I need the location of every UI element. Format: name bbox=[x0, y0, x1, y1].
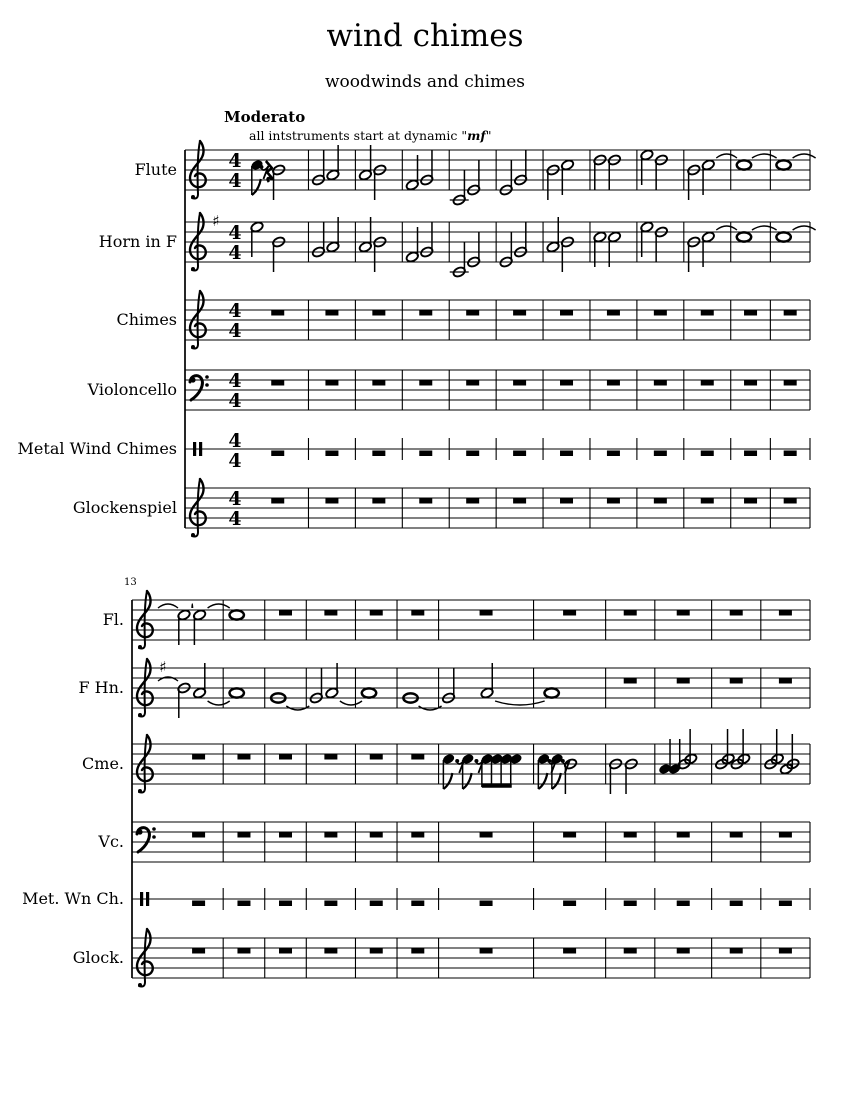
eighth-rest bbox=[259, 165, 263, 169]
whole-measure-rest bbox=[730, 678, 743, 684]
score-title: wind chimes bbox=[326, 18, 524, 54]
tie bbox=[158, 604, 178, 608]
tie bbox=[752, 154, 777, 158]
whole-measure-rest bbox=[779, 832, 792, 838]
direction-prefix: all intstruments start at dynamic " bbox=[249, 128, 468, 143]
whole-measure-rest bbox=[411, 610, 424, 616]
whole-measure-rest bbox=[607, 310, 620, 316]
tie bbox=[716, 226, 737, 230]
whole-measure-rest bbox=[701, 310, 714, 316]
whole-measure-rest bbox=[607, 380, 620, 386]
whole-measure-rest bbox=[411, 948, 424, 954]
whole-measure-rest bbox=[654, 451, 667, 457]
system-2 bbox=[22, 591, 810, 987]
staff-vc- bbox=[97, 822, 810, 862]
whole-measure-rest bbox=[701, 451, 714, 457]
whole-measure-rest bbox=[324, 610, 337, 616]
whole-measure-rest bbox=[677, 832, 690, 838]
whole-measure-rest bbox=[677, 678, 690, 684]
whole-note-head bbox=[362, 688, 376, 697]
whole-measure-rest bbox=[370, 610, 383, 616]
whole-measure-rest bbox=[419, 498, 432, 504]
whole-measure-rest bbox=[237, 948, 250, 954]
whole-measure-rest bbox=[677, 610, 690, 616]
staff-label: Cme. bbox=[82, 754, 124, 773]
whole-measure-rest bbox=[419, 310, 432, 316]
whole-measure-rest bbox=[607, 451, 620, 457]
whole-measure-rest bbox=[271, 310, 284, 316]
whole-measure-rest bbox=[279, 754, 292, 760]
whole-measure-rest bbox=[192, 832, 205, 838]
whole-measure-rest bbox=[513, 380, 526, 386]
whole-measure-rest bbox=[730, 948, 743, 954]
whole-measure-rest bbox=[779, 678, 792, 684]
whole-note-head bbox=[776, 232, 790, 241]
time-signature-4: 4 bbox=[228, 370, 242, 392]
whole-measure-rest bbox=[480, 610, 493, 616]
whole-measure-rest bbox=[607, 498, 620, 504]
whole-measure-rest bbox=[784, 310, 797, 316]
whole-measure-rest bbox=[701, 498, 714, 504]
whole-measure-rest bbox=[419, 451, 432, 457]
whole-measure-rest bbox=[411, 901, 424, 907]
eighth-flag bbox=[463, 773, 472, 789]
staff-chimes bbox=[116, 291, 810, 349]
time-signature-4: 4 bbox=[228, 450, 242, 472]
whole-note-head bbox=[776, 160, 790, 169]
whole-measure-rest bbox=[466, 380, 479, 386]
staff-fl- bbox=[103, 591, 810, 649]
whole-measure-rest bbox=[560, 310, 573, 316]
treble-clef-icon bbox=[138, 645, 142, 649]
whole-measure-rest bbox=[730, 901, 743, 907]
quarter-rest bbox=[266, 161, 273, 182]
bass-clef-icon bbox=[190, 377, 195, 382]
treble-clef-icon bbox=[191, 533, 195, 537]
whole-measure-rest bbox=[271, 451, 284, 457]
eighth-flag bbox=[252, 179, 261, 195]
tie bbox=[716, 154, 737, 158]
tie bbox=[495, 701, 545, 705]
staff-met-wn-ch- bbox=[22, 888, 810, 910]
dynamic-mf: mf bbox=[467, 128, 486, 143]
whole-measure-rest bbox=[677, 948, 690, 954]
whole-measure-rest bbox=[744, 310, 757, 316]
whole-measure-rest bbox=[563, 948, 576, 954]
whole-measure-rest bbox=[324, 948, 337, 954]
whole-measure-rest bbox=[563, 610, 576, 616]
whole-measure-rest bbox=[372, 451, 385, 457]
whole-measure-rest bbox=[730, 610, 743, 616]
time-signature-4: 4 bbox=[228, 508, 242, 530]
time-signature-4: 4 bbox=[228, 150, 242, 172]
whole-measure-rest bbox=[624, 678, 637, 684]
time-signature-4: 4 bbox=[228, 320, 242, 342]
treble-clef-icon bbox=[138, 983, 142, 987]
tempo-marking: Moderato bbox=[224, 108, 306, 126]
whole-measure-rest bbox=[325, 310, 338, 316]
whole-measure-rest bbox=[701, 380, 714, 386]
tie bbox=[340, 701, 362, 705]
whole-measure-rest bbox=[279, 610, 292, 616]
whole-measure-rest bbox=[560, 498, 573, 504]
whole-measure-rest bbox=[744, 451, 757, 457]
whole-measure-rest bbox=[480, 901, 493, 907]
key-signature-sharp: ♯ bbox=[212, 212, 220, 230]
treble-clef-icon bbox=[191, 345, 195, 349]
staff-f-hn- bbox=[78, 658, 810, 718]
staff-label: Met. Wn Ch. bbox=[22, 889, 124, 908]
staff-label: Flute bbox=[134, 160, 177, 179]
whole-measure-rest bbox=[466, 451, 479, 457]
eighth-rest bbox=[474, 759, 478, 763]
whole-measure-rest bbox=[624, 948, 637, 954]
whole-measure-rest bbox=[325, 498, 338, 504]
staff-horn-in-f bbox=[99, 212, 816, 278]
whole-measure-rest bbox=[237, 754, 250, 760]
system-1 bbox=[18, 141, 816, 537]
time-signature-4: 4 bbox=[228, 488, 242, 510]
whole-measure-rest bbox=[480, 832, 493, 838]
whole-measure-rest bbox=[677, 901, 690, 907]
staff-label: Vc. bbox=[98, 832, 124, 851]
staff-glock- bbox=[73, 929, 810, 987]
percussion-clef-icon bbox=[193, 442, 196, 456]
whole-measure-rest bbox=[513, 451, 526, 457]
whole-measure-rest bbox=[372, 380, 385, 386]
whole-measure-rest bbox=[370, 948, 383, 954]
whole-measure-rest bbox=[624, 832, 637, 838]
whole-measure-rest bbox=[784, 498, 797, 504]
eighth-flag bbox=[538, 773, 547, 789]
bass-clef-icon bbox=[205, 383, 209, 387]
staff-label: Fl. bbox=[102, 610, 124, 629]
time-signature-4: 4 bbox=[228, 170, 242, 192]
whole-measure-rest bbox=[279, 948, 292, 954]
whole-measure-rest bbox=[784, 380, 797, 386]
whole-measure-rest bbox=[730, 832, 743, 838]
tie bbox=[793, 154, 816, 158]
measure-number-13: 13 bbox=[124, 577, 137, 588]
key-signature-sharp: ♯ bbox=[159, 658, 167, 676]
whole-measure-rest bbox=[779, 948, 792, 954]
eighth-flag bbox=[552, 773, 561, 789]
whole-measure-rest bbox=[271, 498, 284, 504]
staff-flute bbox=[135, 141, 816, 206]
whole-measure-rest bbox=[563, 901, 576, 907]
whole-measure-rest bbox=[192, 901, 205, 907]
tie bbox=[192, 604, 193, 608]
bass-clef-icon bbox=[152, 835, 156, 839]
whole-measure-rest bbox=[513, 498, 526, 504]
whole-note-head bbox=[230, 610, 244, 619]
bass-clef-icon bbox=[137, 829, 142, 834]
whole-measure-rest bbox=[370, 754, 383, 760]
whole-measure-rest bbox=[784, 451, 797, 457]
direction-suffix: " bbox=[485, 128, 492, 143]
whole-measure-rest bbox=[237, 901, 250, 907]
whole-note-head bbox=[737, 160, 751, 169]
eighth-rest bbox=[547, 759, 551, 763]
time-signature-4: 4 bbox=[228, 390, 242, 412]
whole-measure-rest bbox=[480, 948, 493, 954]
whole-measure-rest bbox=[192, 754, 205, 760]
treble-clef-icon bbox=[191, 267, 195, 271]
percussion-clef-icon bbox=[140, 892, 143, 906]
staff-label: Glockenspiel bbox=[72, 498, 177, 517]
whole-measure-rest bbox=[271, 380, 284, 386]
staff-label: Glock. bbox=[72, 948, 124, 967]
whole-measure-rest bbox=[325, 380, 338, 386]
whole-measure-rest bbox=[624, 901, 637, 907]
treble-clef-icon bbox=[191, 195, 195, 199]
whole-measure-rest bbox=[192, 948, 205, 954]
whole-measure-rest bbox=[466, 310, 479, 316]
tie bbox=[208, 604, 230, 608]
percussion-clef-icon bbox=[146, 892, 149, 906]
whole-measure-rest bbox=[654, 310, 667, 316]
whole-measure-rest bbox=[372, 498, 385, 504]
staff-label: Violoncello bbox=[87, 380, 177, 399]
time-signature-4: 4 bbox=[228, 222, 242, 244]
whole-note-head bbox=[544, 688, 558, 697]
whole-measure-rest bbox=[563, 832, 576, 838]
treble-clef-icon bbox=[138, 789, 142, 793]
bass-clef-icon bbox=[152, 827, 156, 831]
treble-clef-icon bbox=[138, 713, 142, 717]
staff-label: F Hn. bbox=[78, 678, 124, 697]
eighth-rest bbox=[561, 759, 565, 763]
whole-measure-rest bbox=[419, 380, 432, 386]
tie bbox=[793, 226, 816, 230]
staff-cme- bbox=[82, 729, 810, 794]
tie bbox=[208, 701, 230, 705]
staff-label: Chimes bbox=[116, 310, 177, 329]
whole-measure-rest bbox=[654, 380, 667, 386]
eighth-flag bbox=[443, 773, 452, 789]
time-signature-4: 4 bbox=[228, 300, 242, 322]
whole-measure-rest bbox=[654, 498, 667, 504]
whole-measure-rest bbox=[279, 832, 292, 838]
whole-measure-rest bbox=[513, 310, 526, 316]
whole-measure-rest bbox=[744, 380, 757, 386]
staff-metal-wind-chimes bbox=[18, 430, 810, 472]
eighth-rest bbox=[455, 759, 459, 763]
staff-violoncello bbox=[87, 370, 810, 412]
whole-measure-rest bbox=[237, 832, 250, 838]
whole-measure-rest bbox=[560, 451, 573, 457]
whole-measure-rest bbox=[325, 451, 338, 457]
percussion-clef-icon bbox=[199, 442, 202, 456]
whole-measure-rest bbox=[744, 498, 757, 504]
whole-measure-rest bbox=[370, 901, 383, 907]
score-subtitle: woodwinds and chimes bbox=[324, 72, 526, 92]
whole-measure-rest bbox=[560, 380, 573, 386]
bass-clef-icon bbox=[205, 375, 209, 379]
whole-measure-rest bbox=[779, 901, 792, 907]
whole-measure-rest bbox=[324, 901, 337, 907]
whole-measure-rest bbox=[466, 498, 479, 504]
whole-note-head bbox=[737, 232, 751, 241]
whole-measure-rest bbox=[411, 832, 424, 838]
whole-measure-rest bbox=[324, 754, 337, 760]
whole-measure-rest bbox=[324, 832, 337, 838]
whole-note-head bbox=[230, 688, 244, 697]
whole-measure-rest bbox=[370, 832, 383, 838]
whole-measure-rest bbox=[411, 754, 424, 760]
time-signature-4: 4 bbox=[228, 242, 242, 264]
whole-measure-rest bbox=[279, 901, 292, 907]
whole-measure-rest bbox=[372, 310, 385, 316]
staff-label: Metal Wind Chimes bbox=[17, 439, 177, 458]
tie bbox=[752, 226, 777, 230]
staff-label: Horn in F bbox=[98, 232, 177, 251]
whole-measure-rest bbox=[624, 610, 637, 616]
whole-measure-rest bbox=[779, 610, 792, 616]
staff-glockenspiel bbox=[73, 479, 810, 537]
time-signature-4: 4 bbox=[228, 430, 242, 452]
